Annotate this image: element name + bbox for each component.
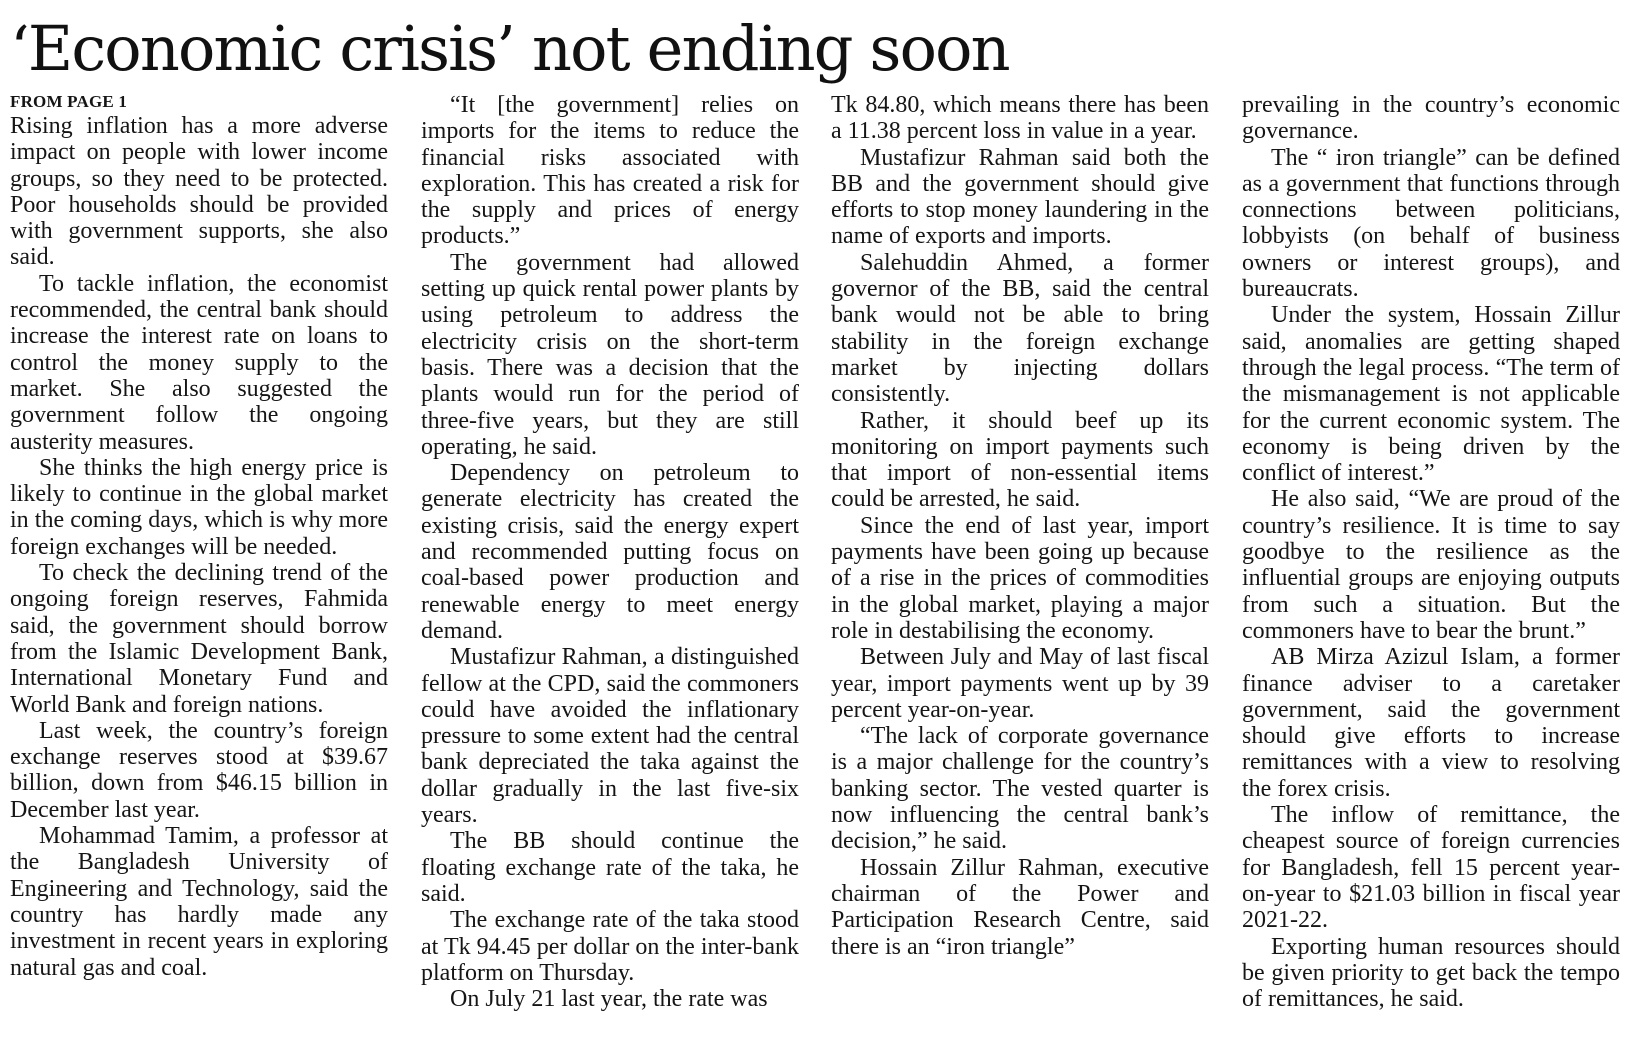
paragraph: Mustafizur Rahman said both the BB and the government should give efforts to stop money laundering in the name of exports and imports. [831, 144, 1209, 250]
paragraph: Exporting human resources should be given priority to get back the tempo of remittances, he said. [1242, 933, 1620, 1013]
paragraph: “The lack of corporate governance is a major challenge for the country’s banking sector. The vested quarter is now influencing the central bank’s decision,” he said. [831, 723, 1209, 855]
paragraph: Mustafizur Rahman, a distinguished fellow at the CPD, said the commoners could have avoided the inflationary pressure to some extent had the central bank depreciated the taka against the dollar gradually in the last five-six years. [421, 644, 799, 829]
paragraph: AB Mirza Azizul Islam, a former finance adviser to a caretaker government, said the government should give efforts to increase remittances with a view to resolving the forex crisis. [1242, 644, 1620, 802]
paragraph: To check the declining trend of the ongoing foreign reserves, Fahmida said, the government should borrow from the Islamic Development Bank, International Monetary Fund and World Bank and foreign nations. [10, 560, 388, 718]
paragraph: Tk 84.80, which means there has been a 11.38 percent loss in value in a year. [831, 92, 1209, 145]
paragraph: Last week, the country’s foreign exchange reserves stood at $39.67 billion, down from $46.15 billion in December last year. [10, 717, 388, 823]
paragraph: The “ iron triangle” can be defined as a government that functions through connections between politicians, lobbyists (on behalf of business owners or interest groups), and bureaucrats. [1242, 144, 1620, 303]
paragraph: Mohammad Tamim, a professor at the Bangladesh University of Engineering and Technology, said the country has hardly made any investment in recent years in exploring natural gas and coal. [10, 823, 388, 981]
article-column-1 [10, 92, 388, 981]
paragraph: To tackle inflation, the economist recommended, the central bank should increase the interest rate on loans to control the money supply to the market. She also suggested the government follow the ongoing austerity measures. [10, 270, 388, 455]
paragraph: Hossain Zillur Rahman, executive chairman of the Power and Participation Research Centre, said there is an “iron triangle” [831, 854, 1209, 960]
paragraph: The government had allowed setting up quick rental power plants by using petroleum to address the electricity crisis on the short-term basis. There was a decision that the plants would run for the period of three-five years, but they are still operating, he said. [421, 249, 799, 460]
paragraph: Rising inflation has a more adverse impact on people with lower income groups, so they need to be protected. Poor households should be provided with government supports, she also said. [10, 113, 388, 271]
paragraph: Salehuddin Ahmed, a former governor of the BB, said the central bank would not be able to bring stability in the foreign exchange market by injecting dollars consistently. [831, 249, 1209, 408]
continuation-kicker: FROM PAGE 1 [10, 92, 128, 111]
paragraph: She thinks the high energy price is likely to continue in the global market in the coming days, which is why more foreign exchanges will be needed. [10, 454, 388, 560]
paragraph: Dependency on petroleum to generate electricity has created the existing crisis, said the energy expert and recommended putting focus on coal-based power production and renewable energy to meet energy demand. [421, 460, 799, 644]
article-column-2 [421, 92, 799, 1012]
paragraph: He also said, “We are proud of the country’s resilience. It is time to say goodbye to the resilience as the influential groups are enjoying outputs from such a situation. But the commoners have to bear the brunt.” [1242, 486, 1620, 644]
article-column-3 [831, 92, 1209, 960]
paragraph: prevailing in the country’s economic governance. [1242, 92, 1620, 145]
headline: ‘Economic crisis’ not ending soon [10, 12, 1009, 85]
paragraph: On July 21 last year, the rate was [450, 986, 768, 1013]
paragraph: Since the end of last year, import payments have been going up because of a rise in the prices of commodities in the global market, playing a major role in destabilising the economy. [831, 512, 1209, 644]
paragraph: “It [the government] relies on imports for the items to reduce the financial risks associated with exploration. This has created a risk for the supply and prices of energy products.” [421, 92, 799, 250]
article-column-4 [1242, 92, 1620, 1012]
paragraph: Rather, it should beef up its monitoring on import payments such that import of non-essential items could be arrested, he said. [831, 407, 1209, 513]
paragraph: The inflow of remittance, the cheapest source of foreign currencies for Bangladesh, fell 15 percent year-on-year to $21.03 billion in fiscal year 2021-22. [1242, 802, 1620, 934]
paragraph: The BB should continue the floating exchange rate of the taka, he said. [421, 828, 799, 907]
paragraph: Under the system, Hossain Zillur said, anomalies are getting shaped through the legal process. “The term of the mismanagement is not applicable for the current economic system. The economy is being driven by the conflict of interest.” [1242, 302, 1620, 487]
paragraph: Between July and May of last fiscal year, import payments went up by 39 percent year-on-year. [831, 644, 1209, 723]
paragraph: The exchange rate of the taka stood at Tk 94.45 per dollar on the inter-bank platform on Thursday. [421, 907, 799, 986]
